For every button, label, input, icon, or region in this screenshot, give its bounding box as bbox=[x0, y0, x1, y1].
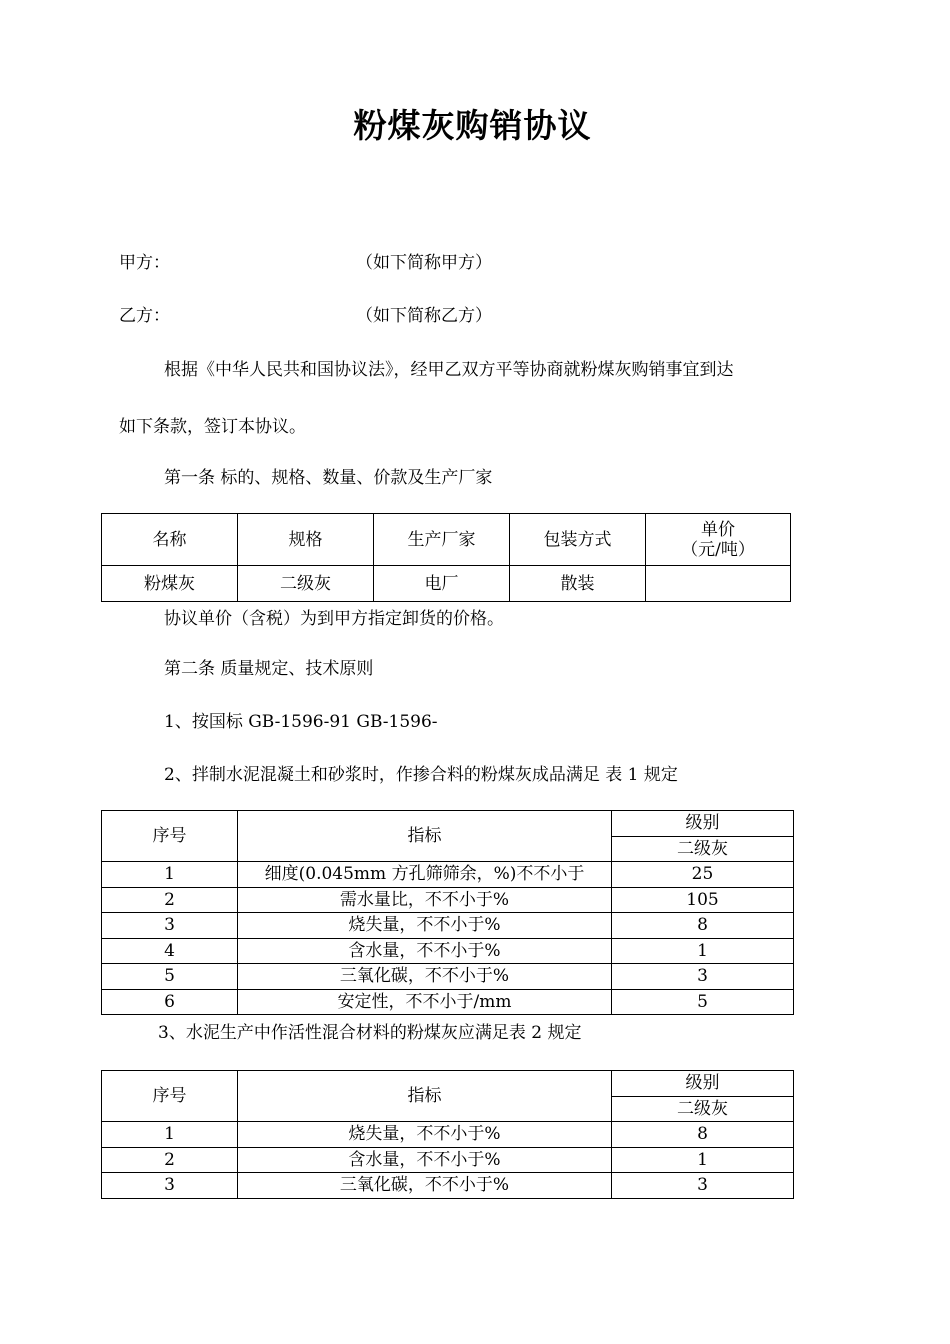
row-index: 烧失量，不不小于% bbox=[238, 913, 612, 939]
cell-spec: 二级灰 bbox=[238, 566, 374, 602]
header-name: 名称 bbox=[102, 514, 238, 566]
row-value: 8 bbox=[612, 1122, 794, 1148]
party-b-note: （如下简称乙方） bbox=[356, 306, 492, 326]
row-no: 1 bbox=[102, 862, 238, 888]
table-row bbox=[102, 887, 794, 913]
row-value: 3 bbox=[612, 964, 794, 990]
row-value: 5 bbox=[612, 989, 794, 1015]
unit-price-line2: （元/吨） bbox=[681, 539, 755, 560]
row-no: 5 bbox=[102, 964, 238, 990]
row-value: 105 bbox=[612, 887, 794, 913]
standard-item-1: 1、按国标 GB-1596-91 GB-1596- bbox=[164, 712, 438, 732]
price-note: 协议单价（含税）为到甲方指定卸货的价格。 bbox=[164, 609, 504, 629]
table-row bbox=[102, 913, 794, 939]
cell-name: 粉煤灰 bbox=[102, 566, 238, 602]
table-row bbox=[102, 862, 794, 888]
intro-paragraph-line2: 如下条款，签订本协议。 bbox=[119, 417, 306, 437]
row-index: 三氧化碳，不不小于% bbox=[238, 1173, 612, 1199]
row-no: 3 bbox=[102, 1173, 238, 1199]
cell-manufacturer: 电厂 bbox=[374, 566, 510, 602]
header-packaging: 包装方式 bbox=[510, 514, 646, 566]
row-index: 含水量，不不小于% bbox=[238, 1147, 612, 1173]
header-level: 级别 bbox=[612, 811, 794, 837]
row-index: 三氧化碳，不不小于% bbox=[238, 964, 612, 990]
row-index: 含水量，不不小于% bbox=[238, 938, 612, 964]
party-b-label: 乙方： bbox=[119, 306, 170, 326]
cell-packaging: 散装 bbox=[510, 566, 646, 602]
header-grade: 二级灰 bbox=[612, 836, 794, 862]
header-grade: 二级灰 bbox=[612, 1096, 794, 1122]
row-no: 2 bbox=[102, 887, 238, 913]
row-value: 25 bbox=[612, 862, 794, 888]
cell-unit-price bbox=[646, 566, 791, 602]
header-spec: 规格 bbox=[238, 514, 374, 566]
header-unit-price bbox=[646, 514, 791, 566]
header-manufacturer: 生产厂家 bbox=[374, 514, 510, 566]
row-value: 1 bbox=[612, 1147, 794, 1173]
row-index: 安定性，不不小于/mm bbox=[238, 989, 612, 1015]
row-no: 4 bbox=[102, 938, 238, 964]
product-table bbox=[101, 513, 791, 602]
intro-paragraph-line1: 根据《中华人民共和国协议法》，经甲乙双方平等协商就粉煤灰购销事宜到达 bbox=[164, 360, 734, 380]
table-row bbox=[102, 1173, 794, 1199]
party-a-note: （如下简称甲方） bbox=[356, 253, 492, 273]
article-2-heading: 第二条 质量规定、技术原则 bbox=[164, 659, 374, 679]
party-a-label: 甲方： bbox=[119, 253, 170, 273]
document-title: 粉煤灰购销协议 bbox=[353, 106, 592, 145]
header-serial: 序号 bbox=[102, 1071, 238, 1122]
table-row bbox=[102, 938, 794, 964]
row-no: 3 bbox=[102, 913, 238, 939]
table-row bbox=[102, 1122, 794, 1148]
row-value: 8 bbox=[612, 913, 794, 939]
row-index: 细度(0.045mm 方孔筛筛余，%)不不小于 bbox=[238, 862, 612, 888]
header-index: 指标 bbox=[238, 811, 612, 862]
article-1-heading: 第一条 标的、规格、数量、价款及生产厂家 bbox=[164, 468, 493, 488]
header-level: 级别 bbox=[612, 1071, 794, 1097]
row-index: 需水量比，不不小于% bbox=[238, 887, 612, 913]
row-no: 1 bbox=[102, 1122, 238, 1148]
header-serial: 序号 bbox=[102, 811, 238, 862]
row-index: 烧失量，不不小于% bbox=[238, 1122, 612, 1148]
table-row bbox=[102, 989, 794, 1015]
quality-table-1 bbox=[101, 810, 794, 1015]
header-index: 指标 bbox=[238, 1071, 612, 1122]
row-no: 6 bbox=[102, 989, 238, 1015]
row-value: 3 bbox=[612, 1173, 794, 1199]
table-row bbox=[102, 1147, 794, 1173]
standard-item-3: 3、水泥生产中作活性混合材料的粉煤灰应满足表 2 规定 bbox=[158, 1023, 582, 1043]
row-value: 1 bbox=[612, 938, 794, 964]
table-row bbox=[102, 964, 794, 990]
standard-item-2: 2、拌制水泥混凝土和砂浆时，作掺合料的粉煤灰成品满足 表 1 规定 bbox=[164, 765, 678, 785]
quality-table-2 bbox=[101, 1070, 794, 1199]
row-no: 2 bbox=[102, 1147, 238, 1173]
unit-price-line1: 单价 bbox=[701, 519, 735, 540]
